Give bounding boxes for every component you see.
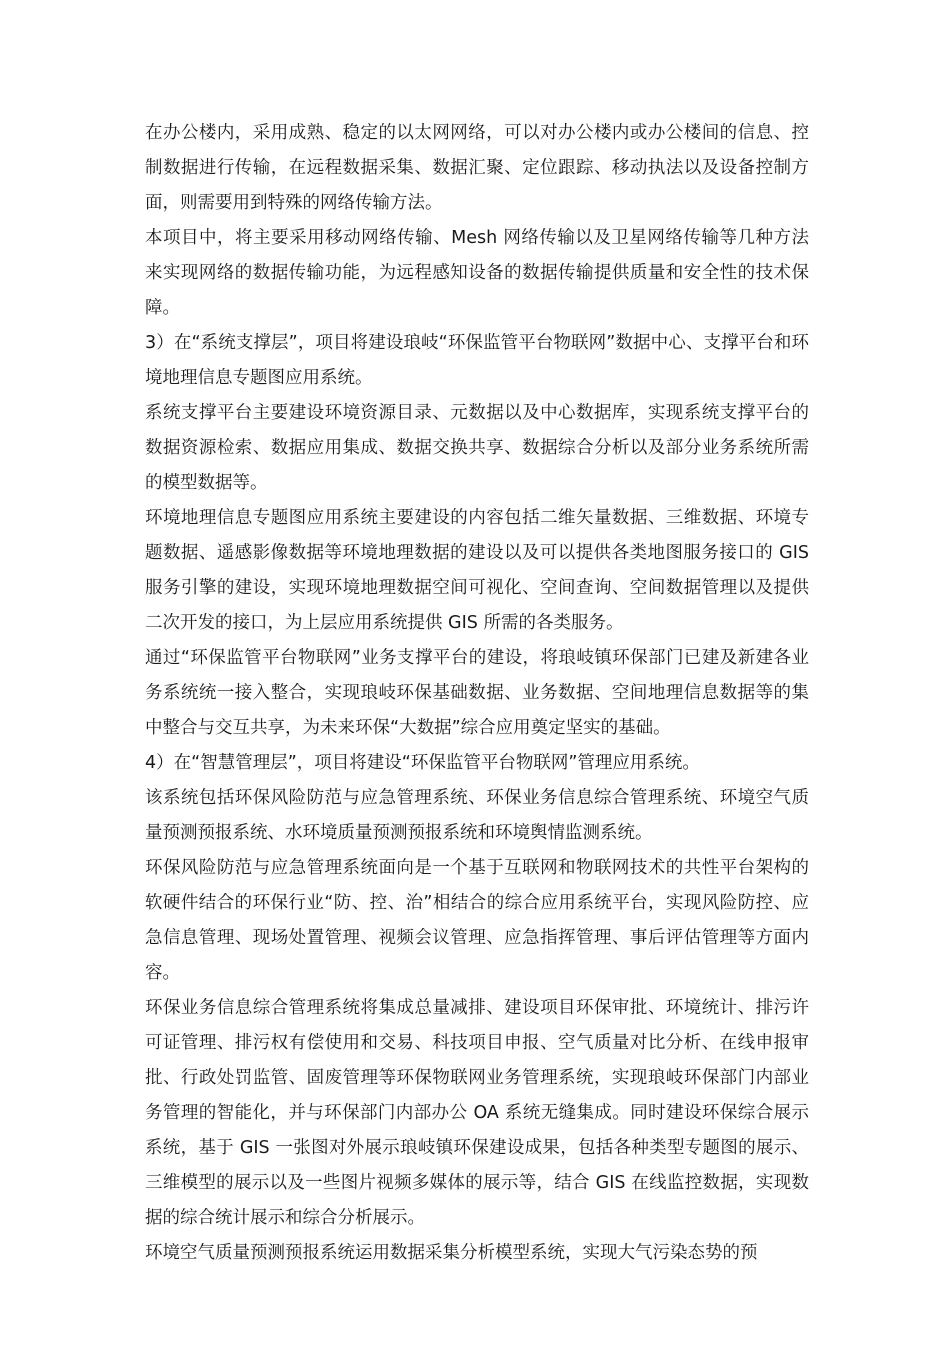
paragraph-support-platform: 系统支撑平台主要建设环境资源目录、元数据以及中心数据库，实现系统支撑平台的数据资源检索、数据应用集成、数据交换共享、数据综合分析以及部分业务系统所需的模型数据等。 — [145, 403, 809, 493]
paragraph-smart-management-layer: 4）在“智慧管理层”，项目将建设“环保监管平台物联网”管理应用系统。 — [145, 753, 700, 773]
paragraph-business-support: 通过“环保监管平台物联网”业务支撑平台的建设，将琅岐镇环保部门已建及新建各业务系统统一接入整合，实现琅岐环保基础数据、业务数据、空间地理信息数据等的集中整合与交互共享，为未来环保“大数据”综合应用奠定坚实的基础。 — [145, 648, 809, 738]
paragraph-risk-emergency: 环保风险防范与应急管理系统面向是一个基于互联网和物联网技术的共性平台架构的软硬件结合的环保行业“防、控、治”相结合的综合应用系统平台，实现风险防控、应急信息管理、现场处置管理、视频会议管理、应急指挥管理、事后评估管理等方面内容。 — [145, 858, 809, 983]
paragraph-geo-info-system: 环境地理信息专题图应用系统主要建设的内容包括二维矢量数据、三维数据、环境专题数据、遥感影像数据等环境地理数据的建设以及可以提供各类地图服务接口的 GIS 服务引擎的建设，实现环境地理数据空间可视化、空间查询、空间数据管理以及提供二次开发的接口，为上层应用系统提供 GIS 所需的各类服务。 — [145, 508, 809, 633]
paragraph-system-support-layer: 3）在“系统支撑层”，项目将建设琅岐“环保监管平台物联网”数据中心、支撑平台和环境地理信息专题图应用系统。 — [145, 333, 809, 388]
paragraph-system-list: 该系统包括环保风险防范与应急管理系统、环保业务信息综合管理系统、环境空气质量预测预报系统、水环境质量预测预报系统和环境舆情监测系统。 — [145, 788, 809, 843]
paragraph-network-methods: 本项目中，将主要采用移动网络传输、Mesh 网络传输以及卫星网络传输等几种方法来实现网络的数据传输功能，为远程感知设备的数据传输提供质量和安全性的技术保障。 — [145, 228, 809, 318]
paragraph-network-intro: 在办公楼内，采用成熟、稳定的以太网网络，可以对办公楼内或办公楼间的信息、控制数据进行传输，在远程数据采集、数据汇聚、定位跟踪、移动执法以及设备控制方面，则需要用到特殊的网络传输方法。 — [145, 123, 809, 213]
paragraph-business-info-mgmt: 环保业务信息综合管理系统将集成总量减排、建设项目环保审批、环境统计、排污许可证管理、排污权有偿使用和交易、科技项目申报、空气质量对比分析、在线申报审批、行政处罚监管、固废管理等环保物联网业务管理系统，实现琅岐环保部门内部业务管理的智能化，并与环保部门内部办公 OA 系统无缝集成。同时建设环保综合展示系统，基于 GIS 一张图对外展示琅岐镇环保建设成果，包括各种类型专题图的展示、三维模型的展示以及一些图片视频多媒体的展示等，结合 GIS 在线监控数据，实现数据的综合统计展示和综合分析展示。 — [145, 998, 809, 1228]
paragraph-air-quality: 环境空气质量预测预报系统运用数据采集分析模型系统，实现大气污染态势的预 — [145, 1243, 758, 1263]
document-body — [145, 116, 809, 1271]
